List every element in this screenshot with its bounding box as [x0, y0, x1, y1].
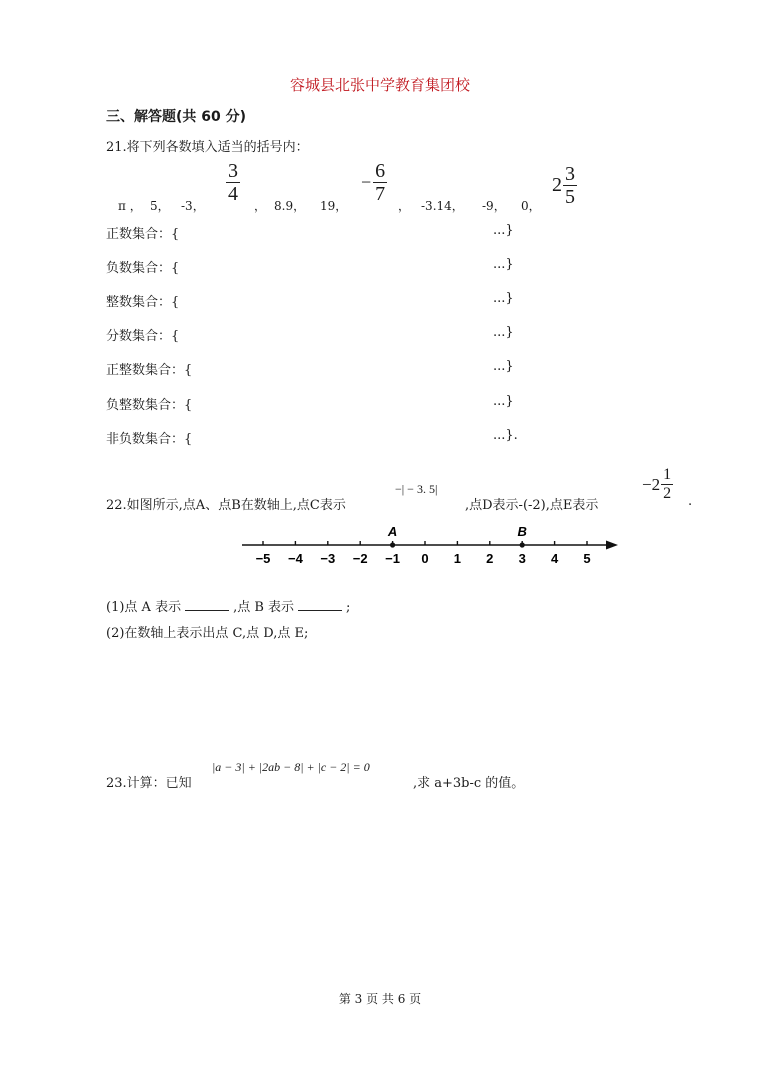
number-line-point-label: A [387, 524, 398, 539]
q22-part1 [106, 596, 350, 615]
fraction-denominator: 4 [228, 183, 238, 205]
number-5: 5， [150, 199, 170, 213]
number-line-tick-label: 0 [421, 551, 429, 566]
number-line-tick-label: 3 [518, 551, 526, 566]
q22-part1-b: ,点 B 表示 [233, 600, 295, 615]
fraction-denominator: 7 [375, 183, 386, 205]
separator: ， [254, 199, 267, 213]
number-line-arrow [606, 541, 618, 550]
number-line-tick-label: −1 [385, 551, 401, 566]
q23-prompt-part2: ,求 a+3b-c 的值。 [413, 776, 525, 791]
fraction-numerator: 3 [565, 163, 575, 185]
set-positive-end: ...} [493, 223, 514, 238]
number-8-9: 8.9， [274, 199, 306, 213]
number-neg3: -3， [181, 199, 205, 213]
set-integer-end: ...} [493, 291, 514, 306]
answer-blank-b[interactable] [298, 598, 342, 611]
section-title: 三、解答题(共 60 分) [106, 109, 247, 125]
fraction-neg-6-7 [361, 160, 387, 205]
q22-prompt-part2: ,点D表示-(-2),点E表示 [465, 498, 599, 513]
point-c-value: −| − 3. 5| [395, 482, 438, 496]
number-pi: π ， [118, 199, 142, 213]
separator: ， [398, 199, 411, 213]
number-neg3-14: -3.14， [421, 199, 464, 213]
school-header: 容城县北张中学教育集团校 [289, 76, 470, 94]
set-negative-end: ...} [493, 257, 514, 272]
set-fraction-end: ...} [493, 325, 514, 340]
q23-equation: |a − 3| + |2ab − 8| + |c − 2| = 0 [212, 760, 370, 774]
q22-prompt-part1: 22.如图所示,点A、点B在数轴上,点C表示 [106, 498, 346, 513]
set-negative-integer-end: ...} [493, 394, 514, 409]
fraction-numerator: 1 [663, 466, 672, 483]
number-line-tick-label: −2 [352, 551, 368, 566]
number-line-tick-label: −3 [320, 551, 336, 566]
set-negative-label: 负数集合：{ [106, 261, 180, 276]
number-neg9: -9， [482, 199, 506, 213]
answer-blank-a[interactable] [185, 598, 229, 611]
set-integer-label: 整数集合：{ [106, 295, 180, 310]
number-0: 0， [521, 199, 541, 213]
set-nonnegative-label: 非负数集合：{ [106, 432, 193, 447]
set-fraction-label: 分数集合：{ [106, 329, 180, 344]
mixed-whole: 2 [552, 174, 562, 196]
minus-sign: − [361, 172, 372, 192]
fraction-3-4 [226, 160, 240, 205]
number-line-point-label: B [517, 524, 527, 539]
number-line-point [390, 542, 395, 547]
point-e-value [642, 466, 673, 503]
number-line-tick-label: 1 [453, 551, 462, 566]
set-positive-integer-label: 正整数集合：{ [106, 363, 193, 378]
q23-prompt-part1: 23.计算：已知 [106, 776, 192, 791]
page-footer: 第 3 页 共 6 页 [338, 992, 422, 1006]
number-line-tick-label: 4 [550, 551, 559, 566]
number-line-tick-label: 5 [583, 551, 591, 566]
set-positive-integer-end: ...} [493, 359, 514, 374]
number-line-tick-label: −5 [255, 551, 271, 566]
q22-part1-a: (1)点 A 表示 [106, 600, 182, 615]
number-line-tick-label: −4 [287, 551, 303, 566]
fraction-denominator: 2 [663, 485, 672, 502]
number-line-point [520, 542, 525, 547]
set-negative-integer-label: 负整数集合：{ [106, 398, 193, 413]
fraction-numerator: 6 [375, 160, 386, 182]
q22-part1-c: ; [346, 600, 351, 615]
number-line [230, 520, 630, 574]
fraction-denominator: 5 [565, 186, 575, 208]
q22-period: . [688, 494, 693, 509]
set-positive-label: 正数集合：{ [106, 227, 180, 242]
number-19: 19， [320, 199, 348, 213]
q22-part2: (2)在数轴上表示出点 C,点 D,点 E; [106, 626, 309, 641]
q21-prompt: 21.将下列各数填入适当的括号内： [106, 140, 309, 155]
mixed-whole: −2 [642, 474, 661, 494]
fraction-numerator: 3 [228, 160, 238, 182]
mixed-number-2-3-5 [552, 163, 577, 208]
set-nonnegative-end: ...}. [493, 428, 518, 443]
number-line-tick-label: 2 [486, 551, 494, 566]
